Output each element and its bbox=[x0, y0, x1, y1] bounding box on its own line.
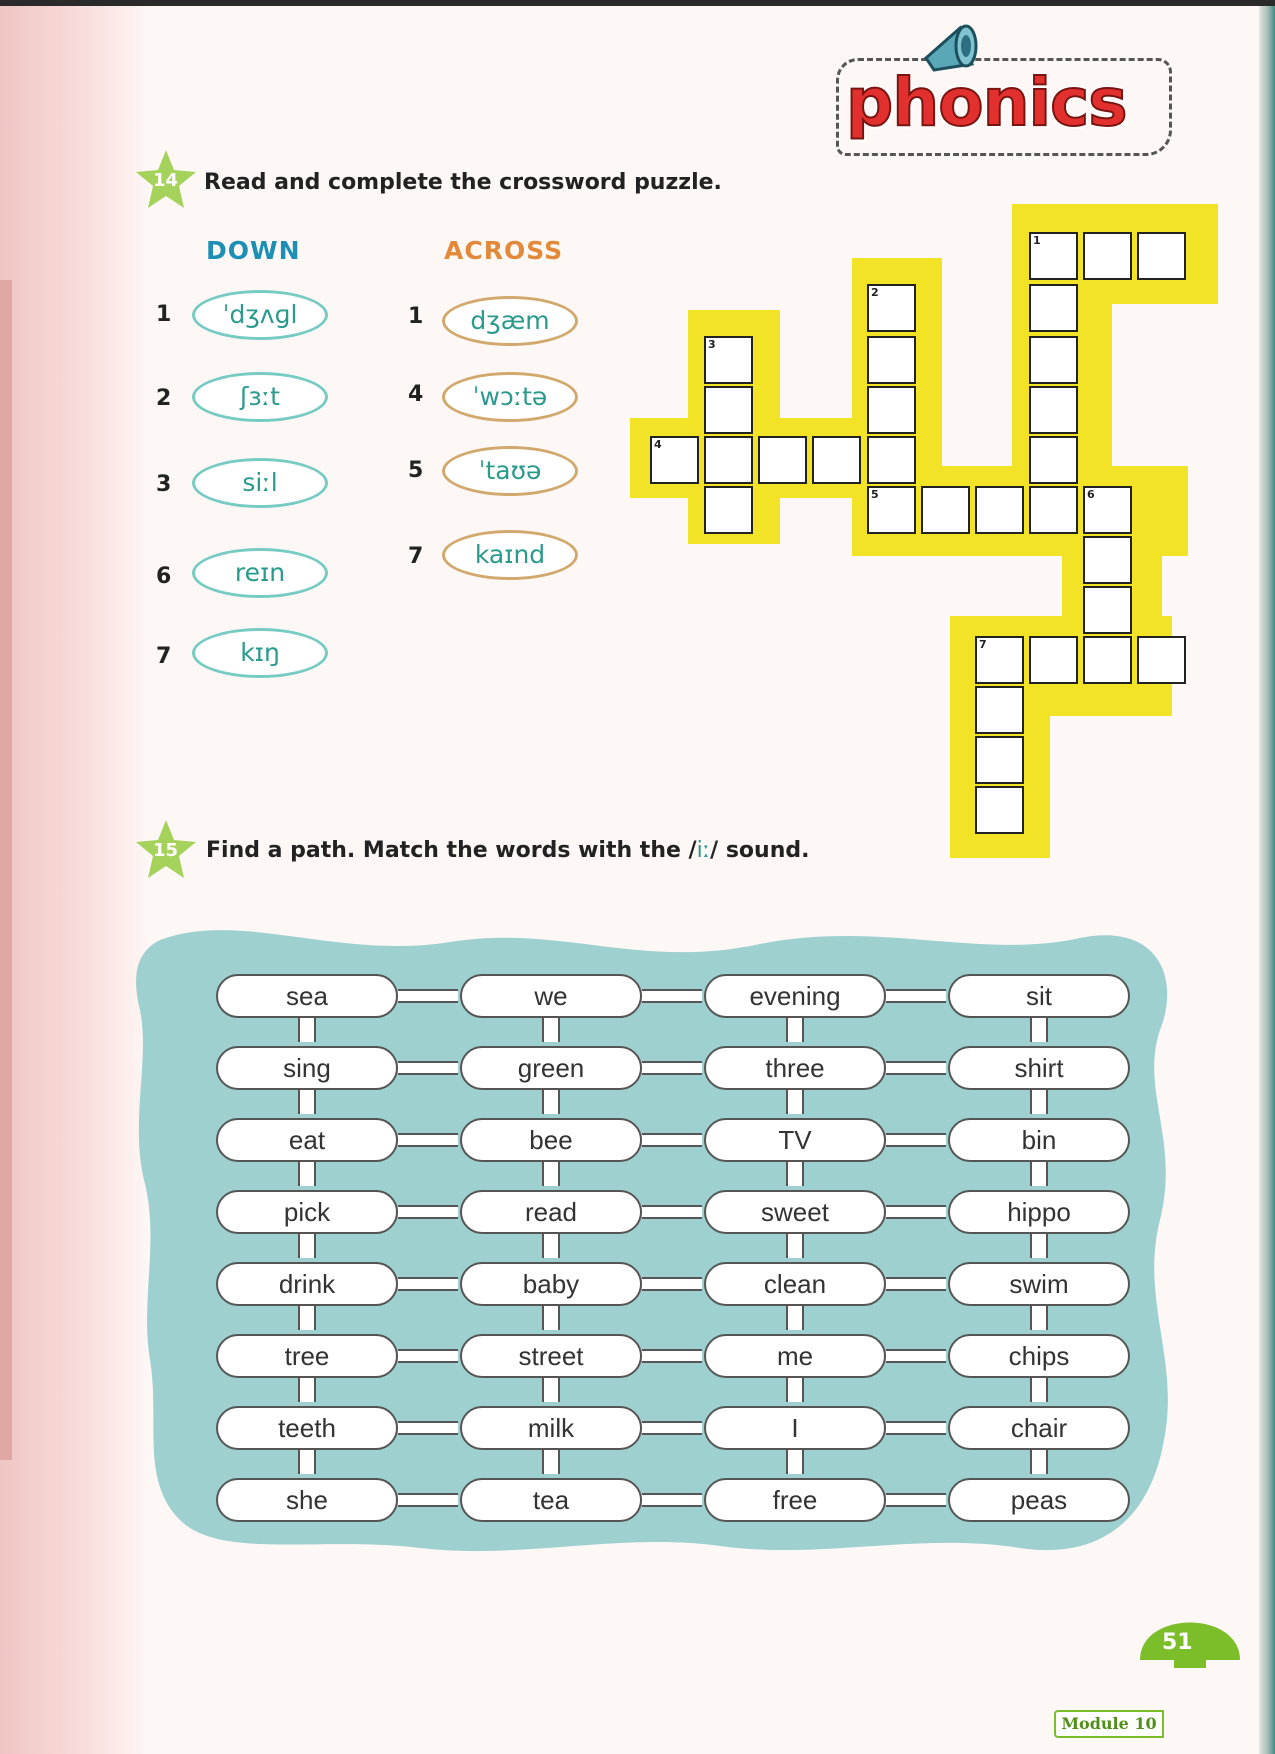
maze-word[interactable]: bee bbox=[460, 1118, 642, 1162]
crossword-cell[interactable] bbox=[758, 436, 807, 484]
maze-word[interactable]: three bbox=[704, 1046, 886, 1090]
across-clue-number: 4 bbox=[408, 382, 424, 407]
path-connector bbox=[642, 1061, 702, 1075]
crossword-cell[interactable] bbox=[1083, 536, 1132, 584]
path-connector bbox=[786, 1090, 804, 1114]
phonics-logo: phonics bbox=[846, 64, 1127, 141]
path-connector bbox=[886, 989, 946, 1003]
maze-word[interactable]: milk bbox=[460, 1406, 642, 1450]
clue-number: 4 bbox=[654, 438, 662, 451]
clue-number: 3 bbox=[708, 338, 716, 351]
maze-word[interactable]: chair bbox=[948, 1406, 1130, 1450]
path-connector bbox=[398, 1421, 458, 1435]
instruction-text-end: / sound. bbox=[710, 838, 810, 863]
crossword-cell[interactable] bbox=[1029, 232, 1078, 280]
path-connector bbox=[1030, 1450, 1048, 1474]
maze-word[interactable]: swim bbox=[948, 1262, 1130, 1306]
path-connector bbox=[298, 1450, 316, 1474]
path-connector bbox=[642, 989, 702, 1003]
maze-word[interactable]: we bbox=[460, 974, 642, 1018]
path-connector bbox=[786, 1450, 804, 1474]
down-clue-ipa: ʃɜːt bbox=[192, 372, 328, 422]
down-clue-number: 2 bbox=[156, 386, 172, 411]
crossword-cell[interactable] bbox=[1083, 486, 1132, 534]
crossword-cell[interactable] bbox=[1137, 232, 1186, 280]
module-label: Module 10 bbox=[1054, 1710, 1164, 1738]
crossword-cell[interactable] bbox=[867, 386, 916, 434]
path-connector bbox=[298, 1234, 316, 1258]
path-connector bbox=[786, 1018, 804, 1042]
path-connector bbox=[398, 1277, 458, 1291]
crossword-cell[interactable] bbox=[704, 386, 753, 434]
crossword-cell[interactable] bbox=[1029, 486, 1078, 534]
maze-word[interactable]: bin bbox=[948, 1118, 1130, 1162]
path-connector bbox=[542, 1234, 560, 1258]
maze-word[interactable]: me bbox=[704, 1334, 886, 1378]
down-clue-number: 1 bbox=[156, 302, 172, 327]
across-clue-ipa: ˈwɔːtə bbox=[442, 372, 578, 422]
maze-word[interactable]: chips bbox=[948, 1334, 1130, 1378]
path-connector bbox=[398, 1133, 458, 1147]
crossword-cell[interactable] bbox=[704, 336, 753, 384]
path-connector bbox=[886, 1205, 946, 1219]
crossword-cell[interactable] bbox=[1083, 636, 1132, 684]
path-connector bbox=[886, 1133, 946, 1147]
crossword-cell[interactable] bbox=[975, 486, 1024, 534]
down-clue-ipa: kɪŋ bbox=[192, 628, 328, 678]
path-connector bbox=[786, 1234, 804, 1258]
path-connector bbox=[786, 1306, 804, 1330]
clue-number: 2 bbox=[871, 286, 879, 299]
ipa-symbol: iː bbox=[696, 838, 711, 863]
crossword-cell[interactable] bbox=[975, 786, 1024, 834]
down-clue-number: 7 bbox=[156, 644, 172, 669]
path-connector bbox=[886, 1349, 946, 1363]
path-connector bbox=[1030, 1234, 1048, 1258]
path-connector bbox=[398, 1205, 458, 1219]
maze-word[interactable]: drink bbox=[216, 1262, 398, 1306]
maze-word[interactable]: eat bbox=[216, 1118, 398, 1162]
crossword-cell[interactable] bbox=[812, 436, 861, 484]
path-connector bbox=[542, 1090, 560, 1114]
across-clue-number: 7 bbox=[408, 544, 424, 569]
path-connector bbox=[786, 1162, 804, 1186]
path-connector bbox=[398, 989, 458, 1003]
across-clue-ipa: dʒæm bbox=[442, 296, 578, 346]
exercise-number: 15 bbox=[153, 840, 179, 861]
instruction-text: Find a path. Match the words with the / bbox=[206, 838, 697, 863]
crossword-cell[interactable] bbox=[1029, 336, 1078, 384]
crossword-cell[interactable] bbox=[650, 436, 699, 484]
maze-word[interactable]: tree bbox=[216, 1334, 398, 1378]
maze-word[interactable]: she bbox=[216, 1478, 398, 1522]
maze-word[interactable]: I bbox=[704, 1406, 886, 1450]
path-connector bbox=[542, 1162, 560, 1186]
across-clue-ipa: ˈtaʊə bbox=[442, 446, 578, 496]
crossword-cell[interactable] bbox=[867, 284, 916, 332]
path-connector bbox=[542, 1018, 560, 1042]
maze-word[interactable]: hippo bbox=[948, 1190, 1130, 1234]
path-connector bbox=[398, 1061, 458, 1075]
crossword-cell[interactable] bbox=[867, 436, 916, 484]
maze-word[interactable]: TV bbox=[704, 1118, 886, 1162]
page-top-edge bbox=[0, 0, 1275, 6]
path-connector bbox=[298, 1306, 316, 1330]
crossword-cell[interactable] bbox=[1029, 386, 1078, 434]
path-connector bbox=[398, 1493, 458, 1507]
down-heading: DOWN bbox=[206, 236, 301, 265]
maze-word[interactable]: clean bbox=[704, 1262, 886, 1306]
path-connector bbox=[542, 1450, 560, 1474]
maze-word[interactable]: tea bbox=[460, 1478, 642, 1522]
crossword-cell[interactable] bbox=[921, 486, 970, 534]
crossword-cell[interactable] bbox=[1029, 436, 1078, 484]
down-clue-ipa: reɪn bbox=[192, 548, 328, 598]
path-connector bbox=[886, 1061, 946, 1075]
path-connector bbox=[298, 1378, 316, 1402]
maze-word[interactable]: baby bbox=[460, 1262, 642, 1306]
path-connector bbox=[398, 1349, 458, 1363]
path-connector bbox=[298, 1090, 316, 1114]
maze-word[interactable]: evening bbox=[704, 974, 886, 1018]
maze-word[interactable]: sea bbox=[216, 974, 398, 1018]
path-connector bbox=[1030, 1306, 1048, 1330]
exercise-15-instruction bbox=[206, 838, 809, 863]
path-connector bbox=[1030, 1090, 1048, 1114]
path-connector bbox=[298, 1018, 316, 1042]
crossword-cell[interactable] bbox=[975, 636, 1024, 684]
maze-word[interactable]: teeth bbox=[216, 1406, 398, 1450]
across-clue-number: 5 bbox=[408, 458, 424, 483]
maze-word[interactable]: sing bbox=[216, 1046, 398, 1090]
path-connector bbox=[298, 1162, 316, 1186]
maze-word[interactable]: street bbox=[460, 1334, 642, 1378]
maze-word[interactable]: sit bbox=[948, 974, 1130, 1018]
maze-word[interactable]: sweet bbox=[704, 1190, 886, 1234]
path-connector bbox=[642, 1205, 702, 1219]
clue-number: 1 bbox=[1033, 234, 1041, 247]
path-connector bbox=[542, 1306, 560, 1330]
crossword-cell[interactable] bbox=[975, 736, 1024, 784]
crossword-cell[interactable] bbox=[1137, 636, 1186, 684]
crossword-cell[interactable] bbox=[1029, 636, 1078, 684]
crossword-cell[interactable] bbox=[1029, 284, 1078, 332]
path-connector bbox=[642, 1133, 702, 1147]
crossword-cell[interactable] bbox=[975, 686, 1024, 734]
crossword-cell[interactable] bbox=[867, 486, 916, 534]
maze-word[interactable]: peas bbox=[948, 1478, 1130, 1522]
path-connector bbox=[886, 1493, 946, 1507]
path-connector bbox=[886, 1277, 946, 1291]
path-connector bbox=[642, 1349, 702, 1363]
path-connector bbox=[642, 1493, 702, 1507]
exercise-number: 14 bbox=[153, 170, 179, 191]
maze-word[interactable]: green bbox=[460, 1046, 642, 1090]
across-clue-ipa: kaɪnd bbox=[442, 530, 578, 580]
crossword-cell[interactable] bbox=[1083, 586, 1132, 634]
clue-number: 7 bbox=[979, 638, 987, 651]
clue-number: 6 bbox=[1087, 488, 1095, 501]
path-connector bbox=[1030, 1378, 1048, 1402]
page-number: 51 bbox=[1162, 1630, 1193, 1655]
maze-word[interactable]: read bbox=[460, 1190, 642, 1234]
down-clue-ipa: siːl bbox=[192, 458, 328, 508]
spine-edge bbox=[0, 280, 12, 1460]
across-heading: ACROSS bbox=[444, 236, 564, 265]
path-connector bbox=[886, 1421, 946, 1435]
crossword-cell[interactable] bbox=[704, 486, 753, 534]
exercise-14-instruction: Read and complete the crossword puzzle. bbox=[204, 170, 722, 195]
crossword-cell[interactable] bbox=[704, 436, 753, 484]
maze-word[interactable]: shirt bbox=[948, 1046, 1130, 1090]
path-connector bbox=[642, 1277, 702, 1291]
maze-word[interactable]: pick bbox=[216, 1190, 398, 1234]
down-clue-ipa: ˈdʒʌɡl bbox=[192, 290, 328, 340]
across-clue-number: 1 bbox=[408, 304, 424, 329]
clue-number: 5 bbox=[871, 488, 879, 501]
path-connector bbox=[1030, 1162, 1048, 1186]
down-clue-number: 6 bbox=[156, 564, 172, 589]
crossword-cell[interactable] bbox=[867, 336, 916, 384]
page-right-edge bbox=[1259, 0, 1275, 1754]
path-connector bbox=[786, 1378, 804, 1402]
maze-word[interactable]: free bbox=[704, 1478, 886, 1522]
path-connector bbox=[642, 1421, 702, 1435]
crossword-cell[interactable] bbox=[1083, 232, 1132, 280]
path-connector bbox=[1030, 1018, 1048, 1042]
down-clue-number: 3 bbox=[156, 472, 172, 497]
path-connector bbox=[542, 1378, 560, 1402]
